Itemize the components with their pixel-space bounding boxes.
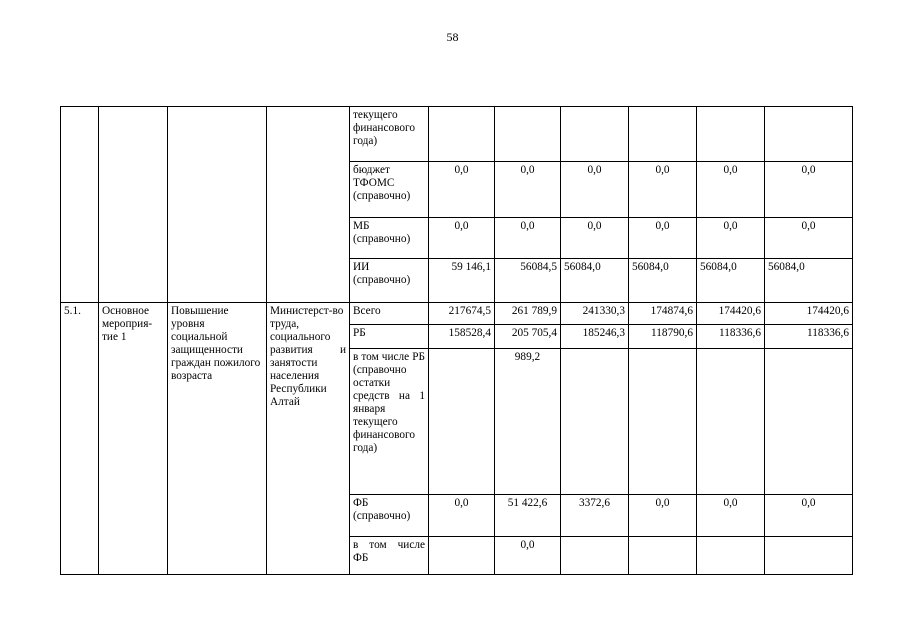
value-cell (629, 107, 697, 162)
value-cell (561, 107, 629, 162)
goal-cell (168, 107, 267, 303)
value-cell (561, 537, 629, 575)
section-goal: Повышение уровня социальной защищенности граждан пожилого возраста (168, 303, 267, 575)
value-cell: 174420,6 (697, 303, 765, 325)
value-cell: 51 422,6 (495, 495, 561, 537)
source-cell: Всего (350, 303, 429, 325)
value-cell: 217674,5 (429, 303, 495, 325)
value-cell: 0,0 (697, 495, 765, 537)
value-cell: 118790,6 (629, 325, 697, 349)
value-cell: 56084,0 (629, 259, 697, 303)
value-cell (629, 537, 697, 575)
budget-table (60, 106, 853, 575)
value-cell: 3372,6 (561, 495, 629, 537)
value-cell (697, 107, 765, 162)
value-cell (429, 107, 495, 162)
value-cell: 0,0 (495, 537, 561, 575)
value-cell: 261 789,9 (495, 303, 561, 325)
value-cell: 0,0 (495, 218, 561, 259)
value-cell (765, 107, 853, 162)
value-cell: 0,0 (629, 218, 697, 259)
value-cell: 158528,4 (429, 325, 495, 349)
table-row (61, 107, 853, 162)
section-executor: Министерст-во труда, социального развития и занятости населения Республики Алтай (267, 303, 350, 575)
value-cell (429, 537, 495, 575)
page-number: 58 (446, 30, 459, 44)
section-number: 5.1. (61, 303, 99, 575)
value-cell: 56084,5 (495, 259, 561, 303)
value-cell (765, 349, 853, 495)
source-cell: в том числе РБ (справочно остатки средств на 1 января текущего финансового года) (350, 349, 429, 495)
value-cell: 0,0 (697, 218, 765, 259)
section-name: Основное мероприя-тие 1 (99, 303, 168, 575)
source-cell: ФБ (справочно) (350, 495, 429, 537)
source-cell: ИИ (справочно) (350, 259, 429, 303)
number-cell (61, 107, 99, 303)
value-cell (697, 537, 765, 575)
value-cell: 0,0 (561, 218, 629, 259)
value-cell: 56084,0 (697, 259, 765, 303)
value-cell: 0,0 (561, 162, 629, 218)
value-cell (765, 537, 853, 575)
value-cell (495, 107, 561, 162)
value-cell: 174420,6 (765, 303, 853, 325)
value-cell: 0,0 (629, 162, 697, 218)
value-cell: 118336,6 (697, 325, 765, 349)
source-cell: бюджет ТФОМС (справочно) (350, 162, 429, 218)
value-cell: 0,0 (629, 495, 697, 537)
value-cell: 0,0 (495, 162, 561, 218)
value-cell: 56084,0 (561, 259, 629, 303)
value-cell (697, 349, 765, 495)
name-cell (99, 107, 168, 303)
source-cell: МБ (справочно) (350, 218, 429, 259)
value-cell: 0,0 (429, 218, 495, 259)
source-cell: РБ (350, 325, 429, 349)
value-cell: 174874,6 (629, 303, 697, 325)
value-cell: 185246,3 (561, 325, 629, 349)
value-cell (429, 349, 495, 495)
value-cell: 205 705,4 (495, 325, 561, 349)
value-cell: 241330,3 (561, 303, 629, 325)
value-cell (561, 349, 629, 495)
table-row (61, 303, 853, 325)
value-cell: 59 146,1 (429, 259, 495, 303)
value-cell: 0,0 (765, 495, 853, 537)
value-cell: 118336,6 (765, 325, 853, 349)
value-cell: 989,2 (495, 349, 561, 495)
source-cell: текущего финансового года) (350, 107, 429, 162)
value-cell: 0,0 (765, 162, 853, 218)
value-cell: 56084,0 (765, 259, 853, 303)
executor-cell (267, 107, 350, 303)
source-cell: в том числе ФБ (350, 537, 429, 575)
value-cell: 0,0 (429, 162, 495, 218)
value-cell (629, 349, 697, 495)
value-cell: 0,0 (765, 218, 853, 259)
value-cell: 0,0 (429, 495, 495, 537)
value-cell: 0,0 (697, 162, 765, 218)
